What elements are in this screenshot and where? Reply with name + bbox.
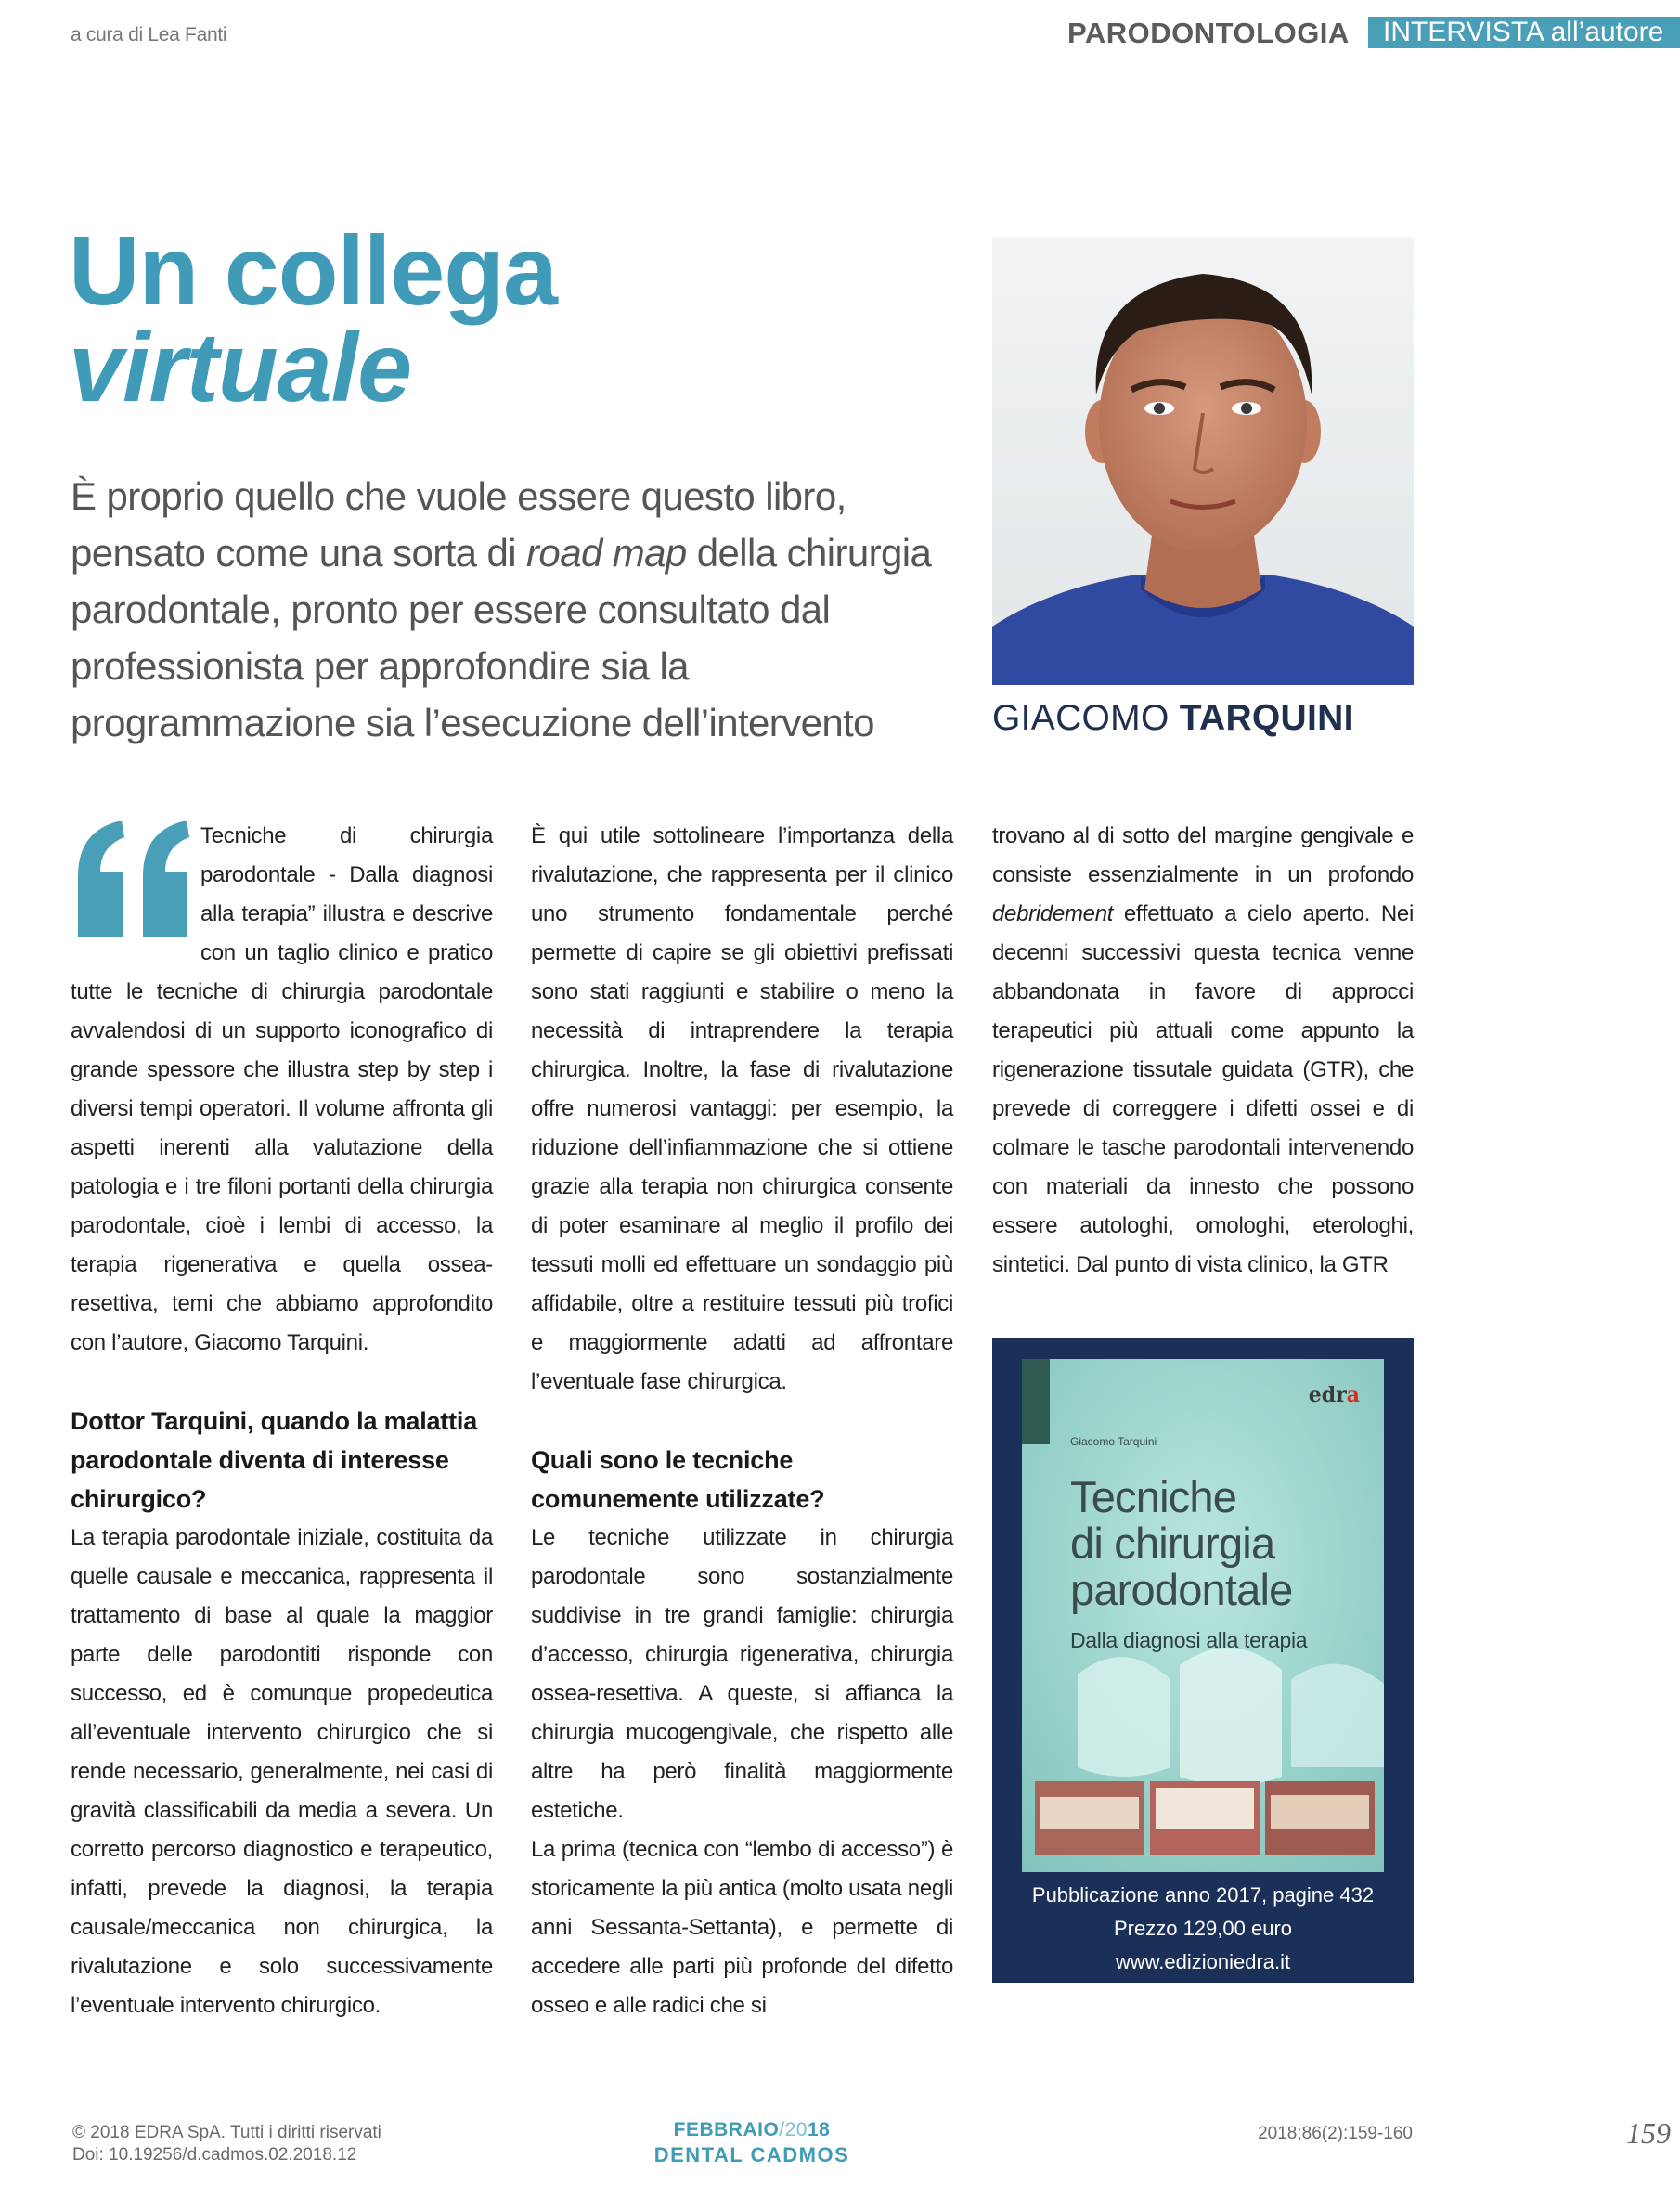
book-publication: Pubblicazione anno 2017, pagine 432 (1031, 1883, 1375, 1907)
publisher-logo-accent: a (1346, 1383, 1360, 1407)
body-column-1 (71, 817, 493, 2025)
article-title (69, 216, 558, 422)
question-1: Dottor Tarquini, quando la malattia parodontale diventa di interesse chirurgico? (71, 1407, 478, 1513)
footer-citation: 2018;86(2):159-160 (1258, 2124, 1413, 2143)
answer-2-continued: La prima (tecnica con “lembo di accesso”) è storicamente la più antica (molto usata negli anni Sessanta-Settanta), e permette di accedere alle parti più profonde del difetto osseo e alle radici che si (531, 1837, 953, 2018)
lead-paragraph (71, 468, 962, 751)
author-photo (992, 237, 1414, 685)
copyright-text: © 2018 EDRA SpA. Tutti i diritti riservati (72, 2123, 381, 2142)
cover-title-line-1: Tecniche (1070, 1472, 1237, 1521)
gtr-text-2: effettuato a cielo aperto. Nei decenni successivi questa tecnica venne abbandonata in favore di approcci terapeutici più attuali come appunto la rigenerazione tissutale guidata (GTR), che prevede di correggere i difetti ossei e di colmare le tasche parodontali intervenendo con materiali da innesto che possono essere autologhi, omologhi, eterologhi, sintetici. Dal punto di vista clinico, la GTR (992, 901, 1414, 1277)
body-column-3 (992, 817, 1414, 1285)
lead-text-2: della chirurgia parodontale, pronto per essere consultato dal professionista per approfondire sia la programmazione sia l’esecuzione dell’intervento (71, 531, 932, 744)
cover-author: Giacomo Tarquini (1070, 1435, 1157, 1448)
section-tag: INTERVISTA all’autore (1368, 17, 1680, 48)
issue-year-suffix: 18 (808, 2119, 831, 2140)
cover-title (1070, 1474, 1292, 1613)
answer-1: La terapia parodontale iniziale, costituita da quelle causale e meccanica, rappresenta il trattamento di base al quale la maggior parte delle parodontiti risponde con successo, ed è comunque propedeutica all’eventuale intervento chirurgico che si rende necessario, generalmente, nei casi di gravità classificabili da media a severa. Un corretto percorso diagnostico e terapeutico, infatti, prevede la diagnosi, la terapia causale/meccanica non chirurgica, la rivalutazione e solo successivamente l’eventuale intervento chirurgico. (71, 1525, 493, 2018)
body-column-2 (531, 817, 953, 2025)
book-price: Prezzo 129,00 euro (1113, 1917, 1293, 1940)
question-2: Quali sono le tecniche comunemente utilizzate? (531, 1446, 825, 1513)
gtr-text-1: trovano al di sotto del margine gengivale e consiste essenzialmente in un profondo (992, 823, 1414, 887)
intro-paragraph: Tecniche di chirurgia parodontale - Dalla diagnosi alla terapia” illustra e descrive con un taglio clinico e pratico tutte le tecniche di chirurgia parodontale avvalendosi di un supporto iconografico di grande spessore che illustra step by step i diversi tempi operatori. Il volume affronta gli aspetti inerenti alla valutazione della patologia e i tre filoni portanti della chirurgia parodontale, cioè i lembi di accesso, la terapia rigenerativa e quella ossea-resettiva, temi che abbiamo approfondito con l’autore, Giacomo Tarquini. (71, 823, 493, 1355)
issue-year-prefix: /20 (779, 2119, 808, 2140)
cover-title-line-2: di chirurgia (1070, 1519, 1275, 1568)
cover-subtitle: Dalla diagnosi alla terapia (1070, 1628, 1308, 1652)
paragraph-gtr (992, 817, 1414, 1285)
publisher-logo: edra (1308, 1383, 1360, 1407)
footer-copyright (72, 2122, 381, 2166)
issue-month (613, 2119, 891, 2141)
section-title: PARODONTOLOGIA (1067, 17, 1350, 49)
lead-text-1: È proprio quello che vuole essere questo libro, pensato come una sorta di (71, 474, 846, 575)
gtr-italic: debridement (992, 901, 1114, 926)
book-cover (1022, 1359, 1384, 1872)
author-last-name: TARQUINI (1179, 698, 1354, 738)
quote-mark-icon (71, 821, 199, 937)
issue-month-name: FEBBRAIO (673, 2119, 780, 2140)
author-first-name: GIACOMO (992, 698, 1170, 738)
curator-credit: a cura di Lea Fanti (71, 24, 227, 45)
book-website: www.edizioniedra.it (1115, 1950, 1291, 1973)
book-box (992, 1338, 1414, 1983)
lead-italic: road map (526, 531, 687, 575)
book-info (992, 1879, 1414, 1979)
cover-title-line-3: parodontale (1070, 1565, 1293, 1614)
page-number: 159 (1626, 2116, 1671, 2150)
title-line-2: virtuale (69, 313, 412, 422)
paragraph-revaluation: È qui utile sottolineare l’importanza della rivalutazione, che rappresenta per il clinico uno strumento fondamentale perché permette di capire se gli obiettivi prefissati sono stati raggiunti e stabilire o meno la necessità di intraprendere la terapia chirurgica. Inoltre, la fase di rivalutazione offre numerosi vantaggi: per esempio, la riduzione dell’infiammazione che si ottiene grazie alla terapia non chirurgica consente di poter esaminare al meglio il profilo dei tessuti molli ed effettuare un sondaggio più affidabile, oltre a restituire tessuti più trofici e maggiormente adatti ad affrontare l’eventuale fase chirurgica. (531, 823, 953, 1394)
author-name (992, 698, 1354, 739)
title-line-1: Un collega (69, 216, 558, 326)
footer-issue (613, 2119, 891, 2167)
answer-2: Le tecniche utilizzate in chirurgia parodontale sono sostanzialmente suddivise in tre grandi famiglie: chirurgia d’accesso, chirurgia rigenerativa, chirurgia ossea-resettiva. A queste, si affianca la chirurgia mucogengivale, che rispetto alle altre ha però finalità maggiormente estetiche. (531, 1525, 953, 1823)
doi-text: Doi: 10.19256/d.cadmos.02.2018.12 (72, 2145, 357, 2165)
portrait-illustration (992, 237, 1414, 685)
journal-name: DENTAL CADMOS (653, 2143, 850, 2166)
